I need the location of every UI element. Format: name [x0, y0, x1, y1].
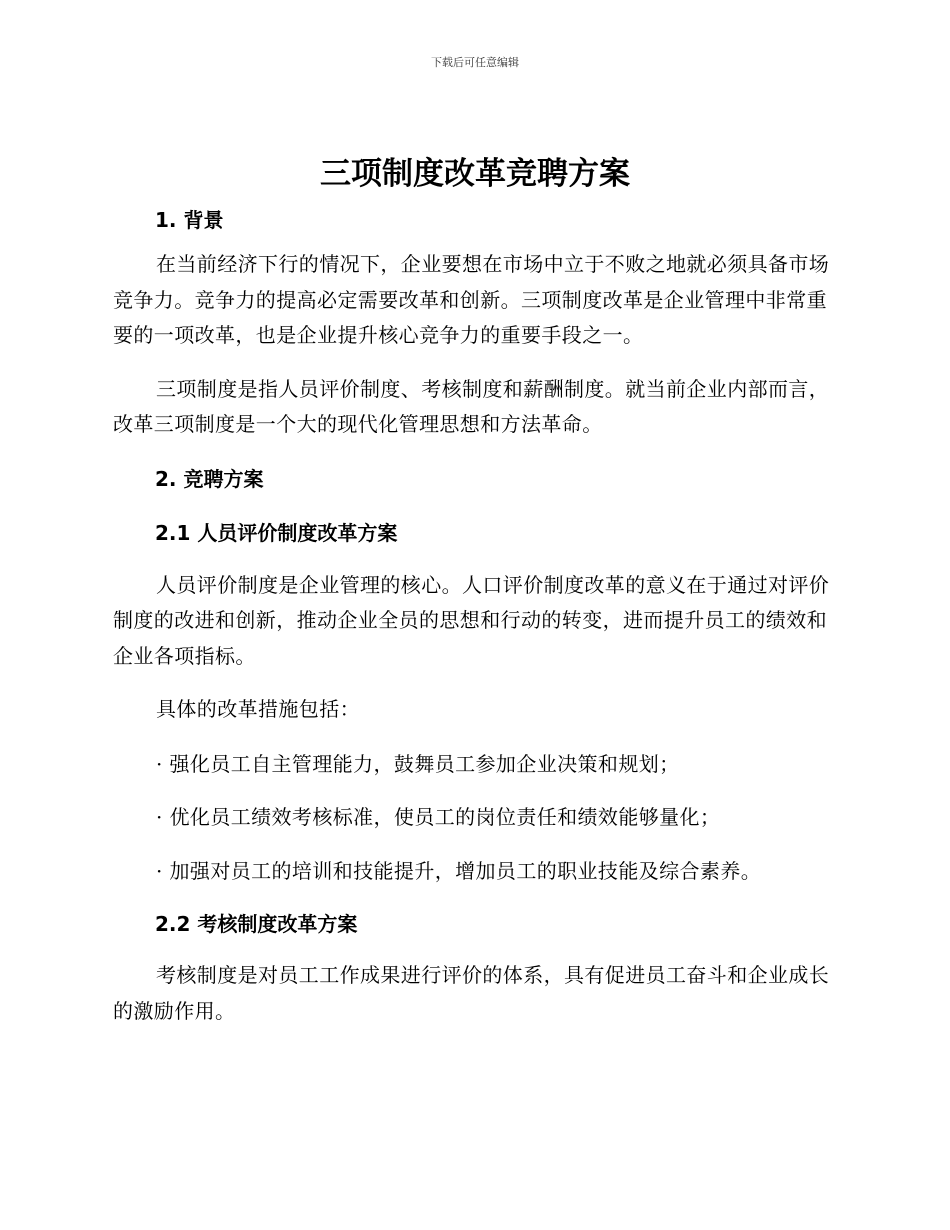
measure-item-2: · 优化员工绩效考核标准，使员工的岗位责任和绩效能够量化；	[156, 805, 721, 829]
subsection-heading-assessment: 2.2 考核制度改革方案	[155, 912, 358, 936]
assessment-paragraph-1: 考核制度是对员工工作成果进行评价的体系，具有促进员工奋斗和企业成长的激励作用。	[113, 963, 830, 1023]
subsection-heading-evaluation: 2.1 人员评价制度改革方案	[155, 520, 398, 545]
evaluation-paragraph-1: 人员评价制度是企业管理的核心。人口评价制度改革的意义在于通过对评价制度的改进和创新，推动企业全员的思想和行动的转变，进而提升员工的绩效和企业各项指标。	[113, 572, 830, 668]
page-header-note: 下载后可任意编辑	[431, 56, 519, 69]
evaluation-paragraph-2: 具体的改革措施包括：	[156, 697, 360, 721]
section-heading-plan: 2. 竞聘方案	[155, 466, 264, 491]
measure-item-3: · 加强对员工的培训和技能提升，增加员工的职业技能及综合素养。	[156, 858, 762, 883]
document-title: 三项制度改革竞聘方案	[320, 156, 630, 192]
section-heading-background: 1. 背景	[155, 208, 224, 232]
document-body	[113, 205, 833, 1029]
background-paragraph-2: 三项制度是指人员评价制度、考核制度和薪酬制度。就当前企业内部而言，改革三项制度是一个大的现代化管理思想和方法革命。	[113, 376, 830, 436]
background-paragraph-1: 在当前经济下行的情况下，企业要想在市场中立于不败之地就必须具备市场竞争力。竞争力的提高必定需要改革和创新。三项制度改革是企业管理中非常重要的一项改革，也是企业提升核心竞争力的重要手段之一。	[113, 252, 830, 347]
measure-item-1: · 强化员工自主管理能力，鼓舞员工参加企业决策和规划；	[156, 751, 680, 776]
